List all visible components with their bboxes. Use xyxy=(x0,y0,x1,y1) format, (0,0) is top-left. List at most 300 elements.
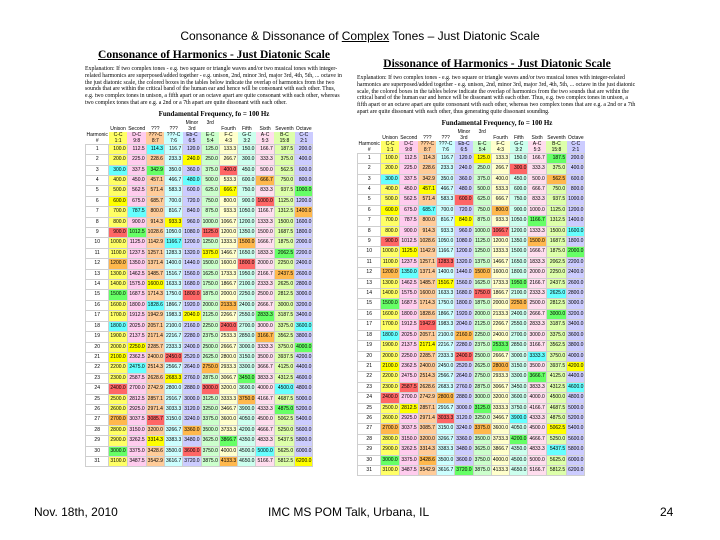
frequency-cell: 350.0 xyxy=(164,165,182,175)
frequency-cell: 2400.0 xyxy=(146,352,164,362)
frequency-cell: 1125.0 xyxy=(201,228,219,238)
frequency-cell: 1312.5 xyxy=(274,207,294,217)
header-cell: Minor xyxy=(185,119,199,126)
header-cell xyxy=(313,120,315,126)
harmonic-number-cell: 16 xyxy=(86,300,109,310)
frequency-cell: 4666.7 xyxy=(528,434,546,444)
frequency-cell: 720.0 xyxy=(183,196,201,206)
frequency-cell: 1000.0 xyxy=(567,195,585,205)
frequency-cell: 1166.7 xyxy=(528,216,546,226)
frequency-cell: 685.7 xyxy=(146,196,164,206)
header-cell: C-C xyxy=(109,132,127,138)
frequency-cell: 2160.0 xyxy=(455,330,473,340)
frequency-cell: 900.0 xyxy=(381,237,399,247)
table-row xyxy=(86,404,315,414)
frequency-cell: 583.3 xyxy=(436,195,454,205)
frequency-cell: 1600.0 xyxy=(295,217,313,227)
frequency-cell: 2514.3 xyxy=(146,363,164,373)
frequency-cell: 3000.0 xyxy=(528,330,546,340)
frequency-cell: 250.0 xyxy=(473,164,491,174)
frequency-cell: 3125.0 xyxy=(473,403,491,413)
frequency-cell: 3037.5 xyxy=(399,424,418,434)
table-row xyxy=(358,289,587,299)
frequency-cell: 1866.7 xyxy=(436,309,454,319)
frequency-cell: 400.0 xyxy=(567,164,585,174)
harmonic-number-cell: 24 xyxy=(358,393,381,403)
frequency-cell: 2625.0 xyxy=(274,280,294,290)
frequency-cell: 600.0 xyxy=(455,195,473,205)
frequency-cell: 3200.0 xyxy=(567,309,585,319)
frequency-cell: 3600.0 xyxy=(219,415,237,425)
frequency-cell: 1462.5 xyxy=(127,269,146,279)
frequency-cell: 960.0 xyxy=(183,217,201,227)
table-row xyxy=(358,309,587,319)
frequency-cell: 500.0 xyxy=(109,186,127,196)
frequency-cell: 1320.0 xyxy=(455,257,473,267)
harmonic-number-cell: 26 xyxy=(358,413,381,423)
frequency-cell: 2250.0 xyxy=(274,259,294,269)
frequency-cell: 2285.7 xyxy=(418,351,436,361)
frequency-cell: 1050.0 xyxy=(510,216,528,226)
header-cell: D-C xyxy=(127,132,146,138)
frequency-cell: 3200.0 xyxy=(146,425,164,435)
frequency-cell: 1371.4 xyxy=(146,259,164,269)
table-row xyxy=(358,351,587,361)
frequency-cell: 787.5 xyxy=(127,207,146,217)
frequency-cell: 2800.0 xyxy=(567,289,585,299)
frequency-cell: 2520.0 xyxy=(455,361,473,371)
harmonic-number-cell: 7 xyxy=(86,207,109,217)
header-cell: Seventh xyxy=(547,134,566,141)
harmonic-number-cell: 3 xyxy=(358,174,381,184)
frequency-cell: 5600.0 xyxy=(567,434,585,444)
frequency-cell: 1516.7 xyxy=(436,278,454,288)
frequency-cell: 1500.0 xyxy=(256,228,274,238)
frequency-cell: 600.0 xyxy=(295,165,313,175)
header-cell: 3:2 xyxy=(238,138,256,145)
frequency-cell: 5800.0 xyxy=(567,445,585,455)
frequency-cell: 1066.7 xyxy=(491,226,509,236)
frequency-cell: 1920.0 xyxy=(183,300,201,310)
frequency-cell: 5625.0 xyxy=(546,455,566,465)
frequency-cell: 1875.0 xyxy=(546,247,566,257)
frequency-cell: 4800.0 xyxy=(295,384,313,394)
header-cell: 6:5 xyxy=(455,147,473,154)
header-cell: # xyxy=(95,137,99,144)
frequency-cell: 571.4 xyxy=(146,186,164,196)
frequency-cell: 1200.0 xyxy=(183,238,201,248)
header-cell: Unison xyxy=(110,125,126,132)
frequency-cell: 1650.0 xyxy=(238,248,256,258)
frequency-cell: 2000.0 xyxy=(109,342,127,352)
header-cell: 7:6 xyxy=(164,138,182,145)
frequency-cell: 2000.0 xyxy=(567,247,585,257)
frequency-cell: 3000.0 xyxy=(183,394,201,404)
frequency-cell: 3383.3 xyxy=(436,445,454,455)
frequency-cell: 2533.3 xyxy=(219,332,237,342)
harmonic-number-cell: 6 xyxy=(358,205,381,215)
table-row xyxy=(86,436,315,446)
frequency-cell: 114.3 xyxy=(146,144,164,154)
frequency-cell: 4500.0 xyxy=(238,446,256,456)
frequency-cell: 1500.0 xyxy=(381,299,399,309)
header-cell: Fourth xyxy=(221,125,236,132)
harmonic-number-cell: 23 xyxy=(358,382,381,392)
frequency-cell: 2000.0 xyxy=(473,309,491,319)
frequency-cell: 2628.6 xyxy=(146,373,164,383)
frequency-cell: 3375.0 xyxy=(127,446,146,456)
header-cell: C-C xyxy=(381,141,399,147)
frequency-cell: 3466.7 xyxy=(491,413,509,423)
frequency-cell: 2587.5 xyxy=(127,373,146,383)
header-cell: Seventh xyxy=(275,125,294,132)
frequency-cell: 375.0 xyxy=(473,174,491,184)
table-row xyxy=(86,269,315,279)
frequency-cell: 4133.3 xyxy=(491,465,509,475)
harmonic-number-cell: 1 xyxy=(358,153,381,163)
frequency-cell: 2400.0 xyxy=(219,321,237,331)
header-cell: 4:3 xyxy=(219,138,237,145)
frequency-cell: 1125.0 xyxy=(127,238,146,248)
table-row xyxy=(86,394,315,404)
table-row xyxy=(358,465,587,475)
frequency-cell: 100.0 xyxy=(109,144,127,154)
frequency-cell: 3375.0 xyxy=(201,415,219,425)
frequency-cell: 2362.5 xyxy=(399,361,418,371)
frequency-cell: 2700.0 xyxy=(510,330,528,340)
frequency-cell: 1166.7 xyxy=(256,207,274,217)
frequency-cell: 1142.9 xyxy=(146,238,164,248)
frequency-cell: 5200.0 xyxy=(567,413,585,423)
frequency-cell: 2040.0 xyxy=(455,320,473,330)
frequency-cell: 2171.4 xyxy=(418,341,436,351)
frequency-cell: 3000.0 xyxy=(510,351,528,361)
frequency-cell: 4000.0 xyxy=(295,342,313,352)
frequency-cell: 3375.0 xyxy=(546,330,566,340)
harmonic-number-cell: 18 xyxy=(358,330,381,340)
frequency-cell: 4500.0 xyxy=(256,415,274,425)
frequency-cell: 2500.0 xyxy=(473,351,491,361)
table-row xyxy=(358,278,587,288)
frequency-cell: 4125.0 xyxy=(274,363,294,373)
frequency-cell: 3066.7 xyxy=(219,373,237,383)
frequency-cell: 1983.3 xyxy=(164,311,182,321)
header-cell: Sixth xyxy=(259,125,271,132)
table-row xyxy=(358,330,587,340)
frequency-cell: 2800.0 xyxy=(164,384,182,394)
frequency-cell: 2250.0 xyxy=(399,351,418,361)
header-cell: ??? xyxy=(441,134,450,141)
table-row xyxy=(86,342,315,352)
frequency-cell: 5166.7 xyxy=(528,465,546,475)
frequency-cell: 2133.3 xyxy=(219,300,237,310)
frequency-cell: 3450.0 xyxy=(510,382,528,392)
frequency-cell: 1440.0 xyxy=(183,259,201,269)
frequency-cell: 1250.0 xyxy=(473,247,491,257)
frequency-cell: 1350.0 xyxy=(127,259,146,269)
frequency-cell: 2760.0 xyxy=(183,373,201,383)
frequency-cell: 116.7 xyxy=(436,153,454,163)
frequency-cell: 333.3 xyxy=(256,155,274,165)
frequency-cell: 2514.3 xyxy=(418,372,436,382)
header-cell: G-C xyxy=(238,132,256,138)
table-row xyxy=(358,434,587,444)
frequency-cell: 2550.0 xyxy=(510,320,528,330)
frequency-cell: 5000.0 xyxy=(295,394,313,404)
frequency-cell: 1680.0 xyxy=(183,280,201,290)
harmonic-number-cell: 9 xyxy=(358,237,381,247)
harmonic-number-cell: 31 xyxy=(86,456,109,466)
frequency-cell: 233.3 xyxy=(436,164,454,174)
frequency-cell: 1200.0 xyxy=(491,237,509,247)
frequency-cell: 166.7 xyxy=(528,153,546,163)
header-cell: E-C xyxy=(473,141,491,147)
table-row xyxy=(358,445,587,455)
frequency-cell: 4350.0 xyxy=(510,445,528,455)
frequency-cell: 2850.0 xyxy=(238,332,256,342)
header-cell: C-C xyxy=(295,132,313,138)
frequency-cell: 1950.0 xyxy=(238,269,256,279)
frequency-cell: 1560.0 xyxy=(183,269,201,279)
frequency-cell: 1237.5 xyxy=(399,257,418,267)
frequency-cell: 3187.5 xyxy=(274,311,294,321)
header-cell: 7:6 xyxy=(436,147,454,154)
frequency-cell: 450.0 xyxy=(238,165,256,175)
page-number: 24 xyxy=(660,505,674,519)
frequency-cell: 2133.3 xyxy=(491,309,509,319)
frequency-cell: 2000.0 xyxy=(381,351,399,361)
frequency-cell: 4333.3 xyxy=(528,413,546,423)
frequency-cell: 450.0 xyxy=(399,185,418,195)
frequency-cell: 112.5 xyxy=(399,153,418,163)
frequency-cell: 2100.0 xyxy=(510,289,528,299)
frequency-cell: 5200.0 xyxy=(295,404,313,414)
harmonic-number-cell: 17 xyxy=(86,311,109,321)
frequency-cell: 3480.0 xyxy=(455,445,473,455)
table-row xyxy=(86,300,315,310)
harmonic-number-cell: 27 xyxy=(86,415,109,425)
frequency-cell: 1237.5 xyxy=(127,248,146,258)
frequency-cell: 1750.0 xyxy=(201,280,219,290)
frequency-cell: 2520.0 xyxy=(183,352,201,362)
frequency-cell: 2062.5 xyxy=(546,257,566,267)
frequency-cell: 2400.0 xyxy=(295,259,313,269)
frequency-cell: 1733.3 xyxy=(219,269,237,279)
frequency-cell: 5000.0 xyxy=(567,403,585,413)
table-row xyxy=(86,259,315,269)
frequency-cell: 2666.7 xyxy=(491,351,509,361)
table-row xyxy=(358,195,587,205)
frequency-cell: 120.0 xyxy=(455,153,473,163)
frequency-cell: 3500.0 xyxy=(256,352,274,362)
frequency-cell: 1666.7 xyxy=(528,247,546,257)
frequency-cell: 2216.7 xyxy=(436,341,454,351)
footer-date: Nov. 18th, 2010 xyxy=(34,505,118,519)
frequency-cell: 1828.6 xyxy=(418,309,436,319)
frequency-cell: 1371.4 xyxy=(418,268,436,278)
frequency-cell: 2400.0 xyxy=(567,268,585,278)
header-cell: B-C xyxy=(546,141,566,147)
harmonic-number-cell: 4 xyxy=(358,185,381,195)
frequency-cell: 3666.7 xyxy=(256,363,274,373)
header-cell: C-C xyxy=(567,141,585,147)
harmonic-number-cell: 13 xyxy=(358,278,381,288)
frequency-cell: 1066.7 xyxy=(219,217,237,227)
frequency-cell: 833.3 xyxy=(256,186,274,196)
table-row xyxy=(358,393,587,403)
frequency-cell: 816.7 xyxy=(164,207,182,217)
frequency-cell: 800.0 xyxy=(491,205,509,215)
frequency-cell: 3400.0 xyxy=(295,311,313,321)
frequency-cell: 1600.0 xyxy=(219,259,237,269)
frequency-cell: 2216.7 xyxy=(164,332,182,342)
header-cell: A-C xyxy=(256,132,274,138)
frequency-cell: 3500.0 xyxy=(201,425,219,435)
frequency-cell: 360.0 xyxy=(455,174,473,184)
frequency-cell: 200.0 xyxy=(567,153,585,163)
frequency-cell: 900.0 xyxy=(109,228,127,238)
frequency-cell: 1700.0 xyxy=(109,311,127,321)
harmonic-number-cell: 18 xyxy=(86,321,109,331)
frequency-cell: 1500.0 xyxy=(201,259,219,269)
frequency-cell: 3428.6 xyxy=(418,455,436,465)
dissonance-explanation: Explanation: If two complex tones - e.g. two square or triangle waves and/or two musical tones with integer-related harmonics are superposed/added together - e.g. unison, 2nd, minor 3rd, major 3rd, 4th, 5th, ... octave in the just diatonic scale, the colored boxes in the tables below indicate the overlap of harmonics from the two sounds that are within the critical band of the human ear and hence will be dissonant with each other. Thus, e.g. two complex tones in unison, a fifth apart or an octave apart are quite consonant with each other, whereas two complex tones that are e.g. a 2nd or a 7th apart are quite dissonant with each other, thus generating quite dissonant sounding. xyxy=(357,75,636,115)
frequency-cell: 342.9 xyxy=(418,174,436,184)
frequency-cell: 1375.0 xyxy=(473,257,491,267)
table-row xyxy=(358,237,587,247)
frequency-cell: 200.0 xyxy=(381,164,399,174)
frequency-cell: 2600.0 xyxy=(295,269,313,279)
header-cell: 15:8 xyxy=(546,147,566,154)
frequency-cell: 685.7 xyxy=(418,205,436,215)
table-row xyxy=(358,226,587,236)
table-row xyxy=(358,205,587,215)
frequency-cell: 875.0 xyxy=(201,207,219,217)
frequency-cell: 3900.0 xyxy=(510,413,528,423)
table-row xyxy=(86,332,315,342)
frequency-cell: 300.0 xyxy=(381,174,399,184)
frequency-cell: 2200.0 xyxy=(295,248,313,258)
frequency-cell: 2362.5 xyxy=(127,352,146,362)
header-cell: F-C xyxy=(491,141,509,147)
frequency-cell: 3875.0 xyxy=(473,465,491,475)
frequency-cell: 3375.0 xyxy=(274,321,294,331)
frequency-cell: 3750.0 xyxy=(510,403,528,413)
frequency-cell: 3600.0 xyxy=(183,446,201,456)
header-cell: ???-C xyxy=(418,141,436,147)
frequency-cell: 3866.7 xyxy=(219,436,237,446)
frequency-cell: 666.7 xyxy=(528,185,546,195)
frequency-cell: 187.5 xyxy=(274,144,294,154)
frequency-cell: 3500.0 xyxy=(436,455,454,465)
table-row xyxy=(86,363,315,373)
frequency-cell: 3487.5 xyxy=(399,465,418,475)
frequency-cell: 2280.0 xyxy=(183,332,201,342)
frequency-cell: 4000.0 xyxy=(528,393,546,403)
frequency-cell: 4400.0 xyxy=(295,363,313,373)
frequency-cell: 2500.0 xyxy=(109,394,127,404)
header-cell: F-C xyxy=(219,132,237,138)
frequency-cell: 200.0 xyxy=(109,155,127,165)
header-cell xyxy=(585,129,587,135)
frequency-cell: 3125.0 xyxy=(201,394,219,404)
frequency-cell: 4650.0 xyxy=(238,456,256,466)
frequency-cell: 1000.0 xyxy=(528,205,546,215)
frequency-cell: 1485.7 xyxy=(146,269,164,279)
frequency-cell: 2266.7 xyxy=(491,320,509,330)
harmonic-number-cell: 11 xyxy=(86,248,109,258)
frequency-cell: 1000.0 xyxy=(295,186,313,196)
frequency-cell: 6200.0 xyxy=(295,456,313,466)
frequency-cell: 3187.5 xyxy=(546,320,566,330)
frequency-cell: 3600.0 xyxy=(491,424,509,434)
frequency-cell: 4666.7 xyxy=(256,425,274,435)
harmonic-number-cell: 28 xyxy=(358,434,381,444)
header-cell: Fifth xyxy=(241,125,252,132)
frequency-cell: 1633.3 xyxy=(164,280,182,290)
frequency-cell: 400.0 xyxy=(491,174,509,184)
frequency-cell: 1800.0 xyxy=(455,299,473,309)
frequency-cell: 875.0 xyxy=(473,216,491,226)
frequency-cell: 400.0 xyxy=(295,155,313,165)
frequency-cell: 5400.0 xyxy=(295,415,313,425)
frequency-cell: 2700.0 xyxy=(399,393,418,403)
frequency-cell: 4200.0 xyxy=(567,361,585,371)
frequency-cell: 3000.0 xyxy=(455,403,473,413)
frequency-cell: 3200.0 xyxy=(418,434,436,444)
frequency-cell: 700.0 xyxy=(109,207,127,217)
frequency-cell: 600.0 xyxy=(183,186,201,196)
frequency-cell: 3250.0 xyxy=(201,404,219,414)
frequency-cell: 3314.3 xyxy=(146,436,164,446)
harmonic-number-cell: 7 xyxy=(358,216,381,226)
table-row xyxy=(358,247,587,257)
frequency-cell: 6200.0 xyxy=(567,465,585,475)
frequency-cell: 2450.0 xyxy=(436,361,454,371)
frequency-cell: 1333.3 xyxy=(528,226,546,236)
frequency-cell: 3733.3 xyxy=(491,434,509,444)
frequency-cell: 2000.0 xyxy=(219,290,237,300)
frequency-cell: 5437.5 xyxy=(546,445,566,455)
frequency-cell: 3375.0 xyxy=(473,424,491,434)
harmonic-number-cell: 17 xyxy=(358,320,381,330)
harmonic-number-cell: 4 xyxy=(86,176,109,186)
table-row xyxy=(358,413,587,423)
table-row xyxy=(358,424,587,434)
frequency-cell: 2683.3 xyxy=(436,382,454,392)
header-cell: ??? xyxy=(151,125,160,132)
frequency-cell: 300.0 xyxy=(109,165,127,175)
frequency-cell: 1080.0 xyxy=(455,237,473,247)
header-cell: Fifth xyxy=(513,134,524,141)
table-row xyxy=(358,299,587,309)
header-cell: ???-C xyxy=(164,132,182,138)
frequency-cell: 266.7 xyxy=(491,164,509,174)
frequency-cell: 3333.3 xyxy=(528,351,546,361)
frequency-cell: 1600.0 xyxy=(491,268,509,278)
frequency-cell: 1714.3 xyxy=(418,299,436,309)
frequency-cell: 2400.0 xyxy=(491,330,509,340)
frequency-cell: 1000.0 xyxy=(109,238,127,248)
frequency-cell: 3200.0 xyxy=(491,393,509,403)
frequency-cell: 4200.0 xyxy=(238,425,256,435)
table-row xyxy=(358,403,587,413)
frequency-cell: 1950.0 xyxy=(510,278,528,288)
frequency-cell: 1100.0 xyxy=(381,257,399,267)
frequency-cell: 600.0 xyxy=(109,196,127,206)
frequency-cell: 480.0 xyxy=(183,176,201,186)
frequency-cell: 1866.7 xyxy=(219,280,237,290)
